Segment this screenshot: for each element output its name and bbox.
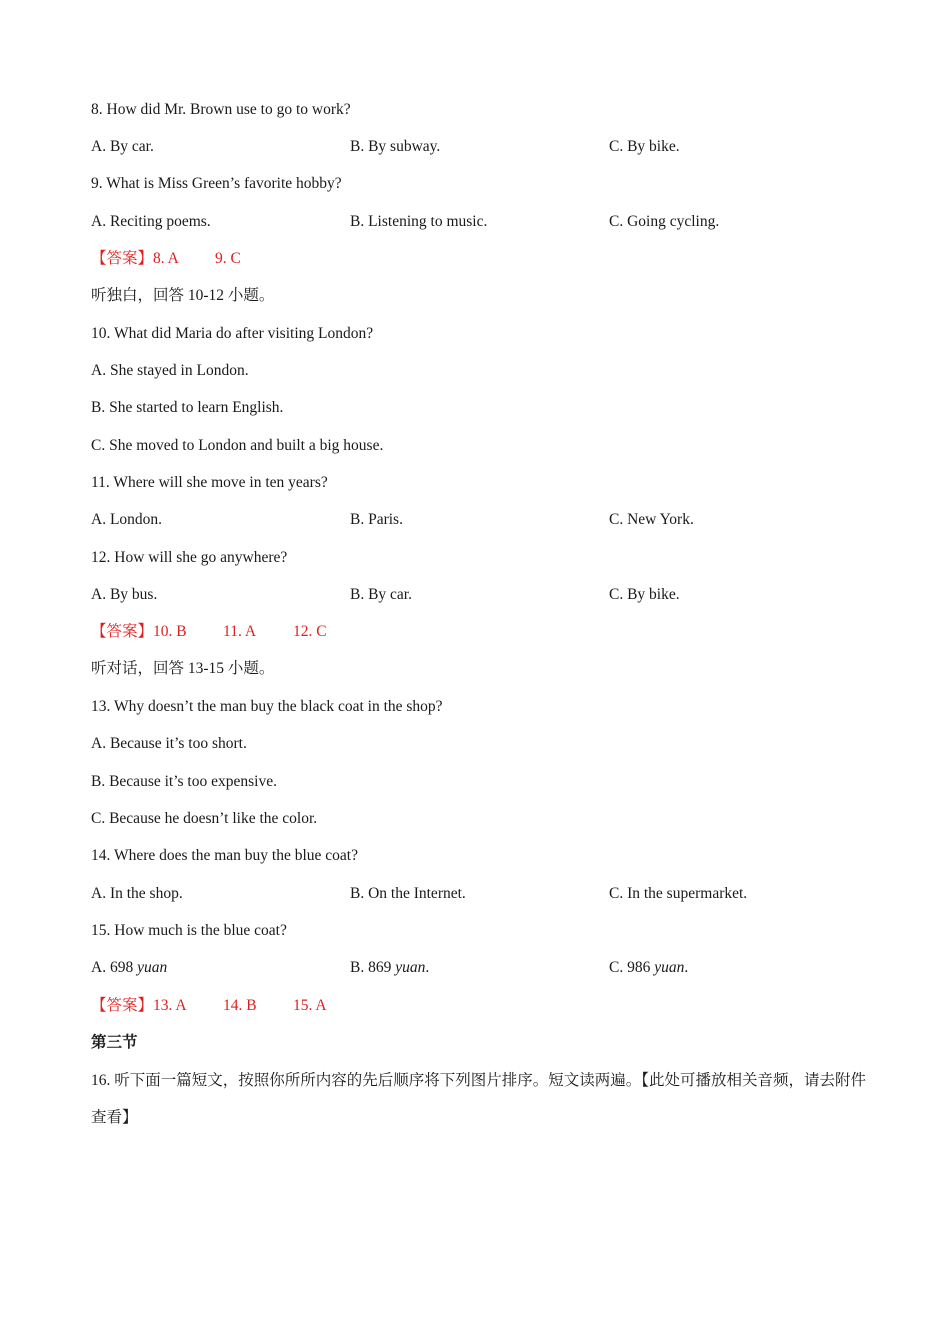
question-13: 13. Why doesn’t the man buy the black coat in the shop? — [91, 698, 443, 715]
question-10: 10. What did Maria do after visiting London? — [91, 325, 374, 342]
answer-8-9 — [91, 249, 241, 269]
q14-option-b: B. On the Internet. — [350, 885, 466, 902]
option-text: A. 698 — [91, 959, 138, 976]
q13-option-a: A. Because it’s too short. — [91, 735, 247, 752]
answer-item: 8. A — [153, 250, 179, 267]
answer-item: 12. C — [293, 623, 327, 640]
q11-option-c: C. New York. — [609, 511, 694, 528]
answer-item: 10. B — [153, 623, 187, 640]
currency-unit: yuan — [137, 959, 168, 976]
q9-option-c: C. Going cycling. — [609, 213, 720, 230]
answer-label: 【答案】 — [91, 997, 154, 1014]
q15-option-c — [609, 958, 688, 978]
q9-option-b: B. Listening to music. — [350, 213, 488, 230]
question-14: 14. Where does the man buy the blue coat? — [91, 847, 358, 864]
answer-item: 14. B — [223, 997, 257, 1014]
question-11: 11. Where will she move in ten years? — [91, 474, 328, 491]
section-heading-three: 第三节 — [91, 1034, 138, 1051]
q15-option-b — [350, 958, 429, 978]
question-16: 16. 听下面一篇短文，按照你所所内容的先后顺序将下列图片排序。短文读两遍。【此处可播放相关音频，请去附件查看】 — [91, 1072, 867, 1126]
answer-label: 【答案】 — [91, 623, 154, 640]
q11-option-a: A. London. — [91, 511, 163, 528]
option-text: B. 869 — [350, 959, 396, 976]
q11-option-b: B. Paris. — [350, 511, 403, 528]
option-end: . — [425, 959, 430, 976]
q14-option-c: C. In the supermarket. — [609, 885, 748, 902]
q13-option-c: C. Because he doesn’t like the color. — [91, 810, 318, 827]
option-end: . — [684, 959, 689, 976]
answer-item: 9. C — [215, 250, 241, 267]
q10-option-b: B. She started to learn English. — [91, 399, 284, 416]
q9-option-a: A. Reciting poems. — [91, 213, 211, 230]
q14-option-a: A. In the shop. — [91, 885, 183, 902]
question-12: 12. How will she go anywhere? — [91, 549, 288, 566]
answer-label: 【答案】 — [91, 250, 154, 267]
question-15: 15. How much is the blue coat? — [91, 922, 287, 939]
q8-option-c: C. By bike. — [609, 138, 680, 155]
section-instruction-dialogue: 听对话，回答 13-15 小题。 — [91, 660, 275, 677]
section-instruction-monologue: 听独白，回答 10-12 小题。 — [91, 287, 275, 304]
answer-item: 15. A — [293, 997, 327, 1014]
q12-option-a: A. By bus. — [91, 586, 158, 603]
q12-option-b: B. By car. — [350, 586, 412, 603]
q12-option-c: C. By bike. — [609, 586, 680, 603]
currency-unit: yuan — [654, 959, 685, 976]
answer-item: 13. A — [153, 997, 187, 1014]
question-9: 9. What is Miss Green’s favorite hobby? — [91, 175, 342, 192]
q8-option-a: A. By car. — [91, 138, 154, 155]
option-text: C. 986 — [609, 959, 655, 976]
q8-option-b: B. By subway. — [350, 138, 441, 155]
q10-option-a: A. She stayed in London. — [91, 362, 249, 379]
answer-13-15 — [91, 996, 327, 1016]
currency-unit: yuan — [395, 959, 426, 976]
q15-option-a — [91, 958, 167, 978]
answer-item: 11. A — [223, 623, 257, 640]
answer-10-12 — [91, 622, 327, 642]
q10-option-c: C. She moved to London and built a big house. — [91, 437, 384, 454]
q13-option-b: B. Because it’s too expensive. — [91, 773, 277, 790]
question-8: 8. How did Mr. Brown use to go to work? — [91, 101, 351, 118]
